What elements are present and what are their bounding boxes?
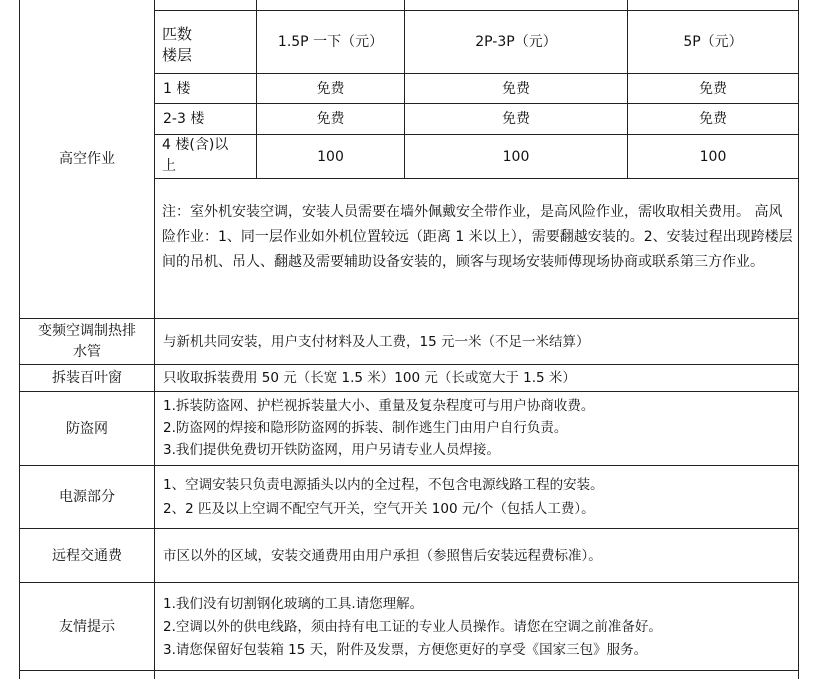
high-altitude-label: 高空作业 xyxy=(59,151,115,167)
fee-cell: 免费 xyxy=(699,111,727,127)
travel-fee-text: 市区以外的区域，安装交通费用由用户承担（参照售后安装远程费标准）。 xyxy=(163,547,602,564)
floor-label-4-plus-line1: 4 楼(含)以 xyxy=(162,137,229,153)
floor-label-1: 1 楼 xyxy=(163,80,191,97)
fee-cell: 免费 xyxy=(502,80,530,97)
drain-pipe-label-line2: 水管 xyxy=(73,344,101,360)
high-altitude-note-text: 注：室外机安装空调，安装人员需要在墙外佩戴安全带作业，是高风险作业，需收取相关费用。 高风险作业：1、同一层作业如外机位置较远（距离 1 米以上），需要翻越安装的。2、安装过程出现跨楼层间的吊机、吊人、翻越及需要辅助设备安装的，顾客与现场安装师傅现场协商或联系第三方作业。 xyxy=(162,204,793,270)
shutter-label: 拆装百叶窗 xyxy=(52,370,122,386)
tip-line: 3.请您保留好包装箱 15 天，附件及发票，方便您更好的享受《国家三包》服务。 xyxy=(163,642,648,658)
anti-theft-line: 3.我们提供免费切开铁防盗网，用户另请专业人员焊接。 xyxy=(163,442,500,458)
anti-theft-lines xyxy=(163,395,793,463)
power-lines xyxy=(163,473,793,523)
floor-label-4-plus xyxy=(162,135,256,178)
fee-cell: 免费 xyxy=(699,80,727,97)
corner-header-floors: 楼层 xyxy=(162,46,193,64)
fee-cell: 免费 xyxy=(316,111,345,127)
anti-theft-label: 防盗网 xyxy=(66,420,108,437)
tip-line: 1.我们没有切割钢化玻璃的工具.请您理解。 xyxy=(163,596,424,612)
corner-header-pieces: 匹数 xyxy=(162,25,193,43)
travel-fee-label: 远程交通费 xyxy=(52,547,122,564)
tip-line: 2.空调以外的供电线路，须由持有电工证的专业人员操作。请您在空调之前准备好。 xyxy=(163,619,662,635)
header-col-1-5p: 1.5P 一下（元） xyxy=(277,34,384,50)
high-altitude-note xyxy=(162,200,794,298)
fee-cell: 100 xyxy=(699,148,727,165)
tips-label: 友情提示 xyxy=(59,618,115,635)
fee-cell: 100 xyxy=(502,148,530,165)
corner-header xyxy=(162,24,254,70)
power-label: 电源部分 xyxy=(59,489,115,505)
floor-label-2-3: 2-3 楼 xyxy=(163,111,205,127)
drain-pipe-label xyxy=(20,319,154,364)
drain-pipe-label-line1: 变频空调制热排 xyxy=(38,323,136,339)
shutter-text: 只收取拆装费用 50 元（长宽 1.5 米）100 元（长或宽大于 1.5 米） xyxy=(163,370,576,386)
subtable-row3-bottom xyxy=(154,178,799,179)
power-line: 1、空调安装只负责电源插头以内的全过程，不包含电源线路工程的安装。 xyxy=(163,477,604,493)
anti-theft-line: 1.拆装防盗网、护栏视拆装量大小、重量及复杂程度可与用户协商收费。 xyxy=(163,398,595,414)
header-col-2p-3p: 2P-3P（元） xyxy=(475,34,557,50)
header-col-5p: 5P（元） xyxy=(683,34,743,50)
floor-label-4-plus-line2: 上 xyxy=(162,158,176,174)
power-line: 2、2 匹及以上空调不配空气开关，空气开关 100 元/个（包括人工费）。 xyxy=(163,501,595,517)
row-line-bottom xyxy=(19,670,799,671)
anti-theft-line: 2.防盗网的焊接和隐形防盗网的拆装、制作逃生门由用户自行负责。 xyxy=(163,420,568,436)
table-border-right xyxy=(798,0,799,679)
fee-cell: 100 xyxy=(317,148,344,165)
fee-cell: 免费 xyxy=(502,111,530,127)
tips-lines xyxy=(163,593,793,665)
drain-pipe-text: 与新机共同安装，用户支付材料及人工费，15 元一米（不足一米结算） xyxy=(163,333,590,350)
fee-cell: 免费 xyxy=(316,80,345,97)
